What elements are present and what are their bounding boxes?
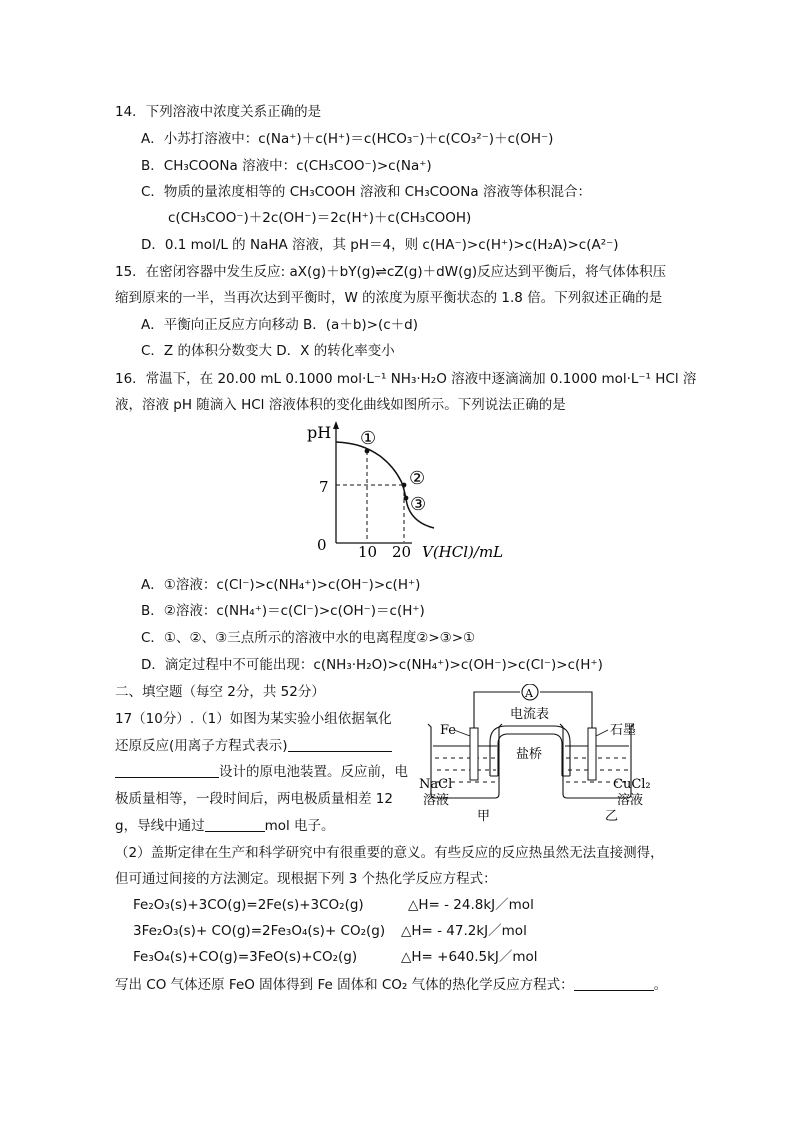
q15-stem-line1: 15．在密闭容器中发生反应: aX(g)＋bY(g)⇌cZ(g)＋dW(g)反应达到平衡后，将气体体积压 <box>115 264 667 280</box>
point-1-label: ① <box>360 428 377 449</box>
galvanic-cell-diagram <box>410 684 670 824</box>
ammeter-label: 电流表 <box>510 707 550 722</box>
cucl2-label: CuCl₂ <box>613 777 651 792</box>
q17-final-question <box>115 975 667 995</box>
fe-electrode <box>470 728 478 780</box>
q17-final-end: 。 <box>653 977 668 993</box>
xtick-20: 20 <box>392 543 412 561</box>
point-2-marker <box>402 483 407 488</box>
q17-p1-line5 <box>115 816 335 836</box>
ytick-7: 7 <box>319 478 329 496</box>
q16-option-a: A．①溶液：c(Cl⁻)>c(NH₄⁺)>c(OH⁻)>c(H⁺) <box>141 577 421 593</box>
answer-blank-equation-part2[interactable] <box>115 763 219 778</box>
point-1-marker <box>365 449 370 454</box>
q14-stem: 14．下列溶液中浓度关系正确的是 <box>115 104 322 120</box>
titration-curve-graph <box>300 418 560 568</box>
graphite-label-pointer <box>596 730 608 736</box>
nacl-label-2: 溶液 <box>423 793 450 808</box>
q16-option-c: C．①、②、③三点所示的溶液中水的电离程度②>③>① <box>141 630 476 646</box>
q14-option-b: B．CH₃COONa 溶液中：c(CH₃COO⁻)>c(Na⁺) <box>141 158 432 174</box>
answer-blank-electrons[interactable] <box>205 817 265 832</box>
xtick-10: 10 <box>358 543 378 561</box>
q14-option-d: D．0.1 mol/L 的 NaHA 溶液，其 pH＝4，则 c(HA⁻)>c(H⁺)>c(H₂A)>c(A²⁻) <box>141 237 619 253</box>
beaker-yi-label: 乙 <box>605 809 619 824</box>
q17-final-text: 写出 CO 气体还原 FeO 固体得到 Fe 固体和 CO₂ 气体的热化学反应方程式： <box>115 977 574 993</box>
q14-option-c: C．物质的量浓度相等的 CH₃COOH 溶液和 CH₃COONa 溶液等体积混合： <box>141 184 591 200</box>
nacl-label: NaCl <box>419 777 453 792</box>
q17-p1-line1: 17（10分）.（1）如图为某实验小组依据氧化 <box>115 711 392 727</box>
q17-p2-line1: （2）盖斯定律在生产和科学研究中有很重要的意义。有些反应的反应热虽然无法直接测得， <box>115 845 664 861</box>
q16-option-b: B．②溶液：c(NH₄⁺)＝c(Cl⁻)>c(OH⁻)＝c(H⁺) <box>141 603 425 619</box>
x-axis-label: V(HCl)/mL <box>422 543 504 561</box>
point-3-label: ③ <box>410 494 427 515</box>
q17-p1-line2 <box>115 736 392 756</box>
y-axis-arrow <box>333 421 339 429</box>
q17-p1-line5-text-a: g，导线中通过 <box>115 818 205 834</box>
q17-p1-line2-text: 还原反应(用离子方程式表示) <box>115 738 288 754</box>
beaker-jia-label: 甲 <box>477 809 491 824</box>
graphite-label: 石墨 <box>610 723 637 738</box>
q17-p1-line5-text-b: mol 电子。 <box>264 818 335 834</box>
q15-options-cd: C．Z 的体积分数变大 D．X 的转化率变小 <box>141 343 395 359</box>
q15-stem-line2: 缩到原来的一半，当再次达到平衡时，W 的浓度为原平衡状态的 1.8 倍。下列叙述正确的是 <box>115 290 663 306</box>
graphite-electrode <box>588 728 596 780</box>
fe-label-pointer <box>454 730 470 736</box>
section2-heading: 二、填空题（每空 2分，共 52分） <box>115 684 325 700</box>
y-axis-label: pH <box>307 423 332 442</box>
thermo-dh-3: △H= +640.5kJ／mol <box>401 949 538 965</box>
q16-stem-line1: 16．常温下，在 20.00 mL 0.1000 mol·L⁻¹ NH₃·H₂O 溶液中逐滴滴加 0.1000 mol·L⁻¹ HCl 溶 <box>115 371 697 387</box>
thermo-dh-2: △H= - 47.2kJ／mol <box>401 923 527 939</box>
q17-p2-line2: 但可通过间接的方法测定。现根据下列 3 个热化学反应方程式： <box>115 871 497 887</box>
answer-blank-thermo-equation[interactable] <box>574 976 654 991</box>
origin-label: 0 <box>317 536 327 554</box>
thermo-dh-1: △H= - 24.8kJ／mol <box>408 897 534 913</box>
q16-stem-line2: 液，溶液 pH 随滴入 HCl 溶液体积的变化曲线如图所示。下列说法正确的是 <box>115 397 566 413</box>
thermo-equation-2: 3Fe₂O₃(s)+ CO(g)=2Fe₃O₄(s)+ CO₂(g) <box>133 923 386 939</box>
q14-option-a: A．小苏打溶液中：c(Na⁺)＋c(H⁺)＝c(HCO₃⁻)＋c(CO₃²⁻)＋c(OH⁻) <box>141 131 554 147</box>
point-3-marker <box>404 496 409 501</box>
q17-p1-line3-text: 设计的原电池装置。反应前，电 <box>219 764 408 780</box>
thermo-equation-1: Fe₂O₃(s)+3CO(g)=2Fe(s)+3CO₂(g) <box>133 897 364 913</box>
q16-option-d: D．滴定过程中不可能出现：c(NH₃·H₂O)>c(NH₄⁺)>c(OH⁻)>c(Cl⁻)>c(H⁺) <box>141 657 603 673</box>
answer-blank-equation-part1[interactable] <box>288 737 392 752</box>
thermo-equation-3: Fe₃O₄(s)+CO(g)=3FeO(s)+CO₂(g) <box>133 949 358 965</box>
ammeter-symbol: A <box>525 687 533 700</box>
fe-label: Fe <box>440 723 457 738</box>
salt-bridge-label: 盐桥 <box>516 747 543 762</box>
q17-p1-line3 <box>115 762 408 782</box>
q17-p1-line4: 极质量相等，一段时间后，两电极质量相差 12 <box>115 791 393 807</box>
cucl2-label-2: 溶液 <box>617 793 644 808</box>
q15-options-ab: A．平衡向正反应方向移动 B．(a＋b)>(c＋d) <box>141 317 419 333</box>
point-2-label: ② <box>409 468 426 489</box>
q14-option-c-formula: c(CH₃COO⁻)＋2c(OH⁻)＝2c(H⁺)＋c(CH₃COOH) <box>168 210 472 226</box>
gap-fill <box>522 767 550 780</box>
